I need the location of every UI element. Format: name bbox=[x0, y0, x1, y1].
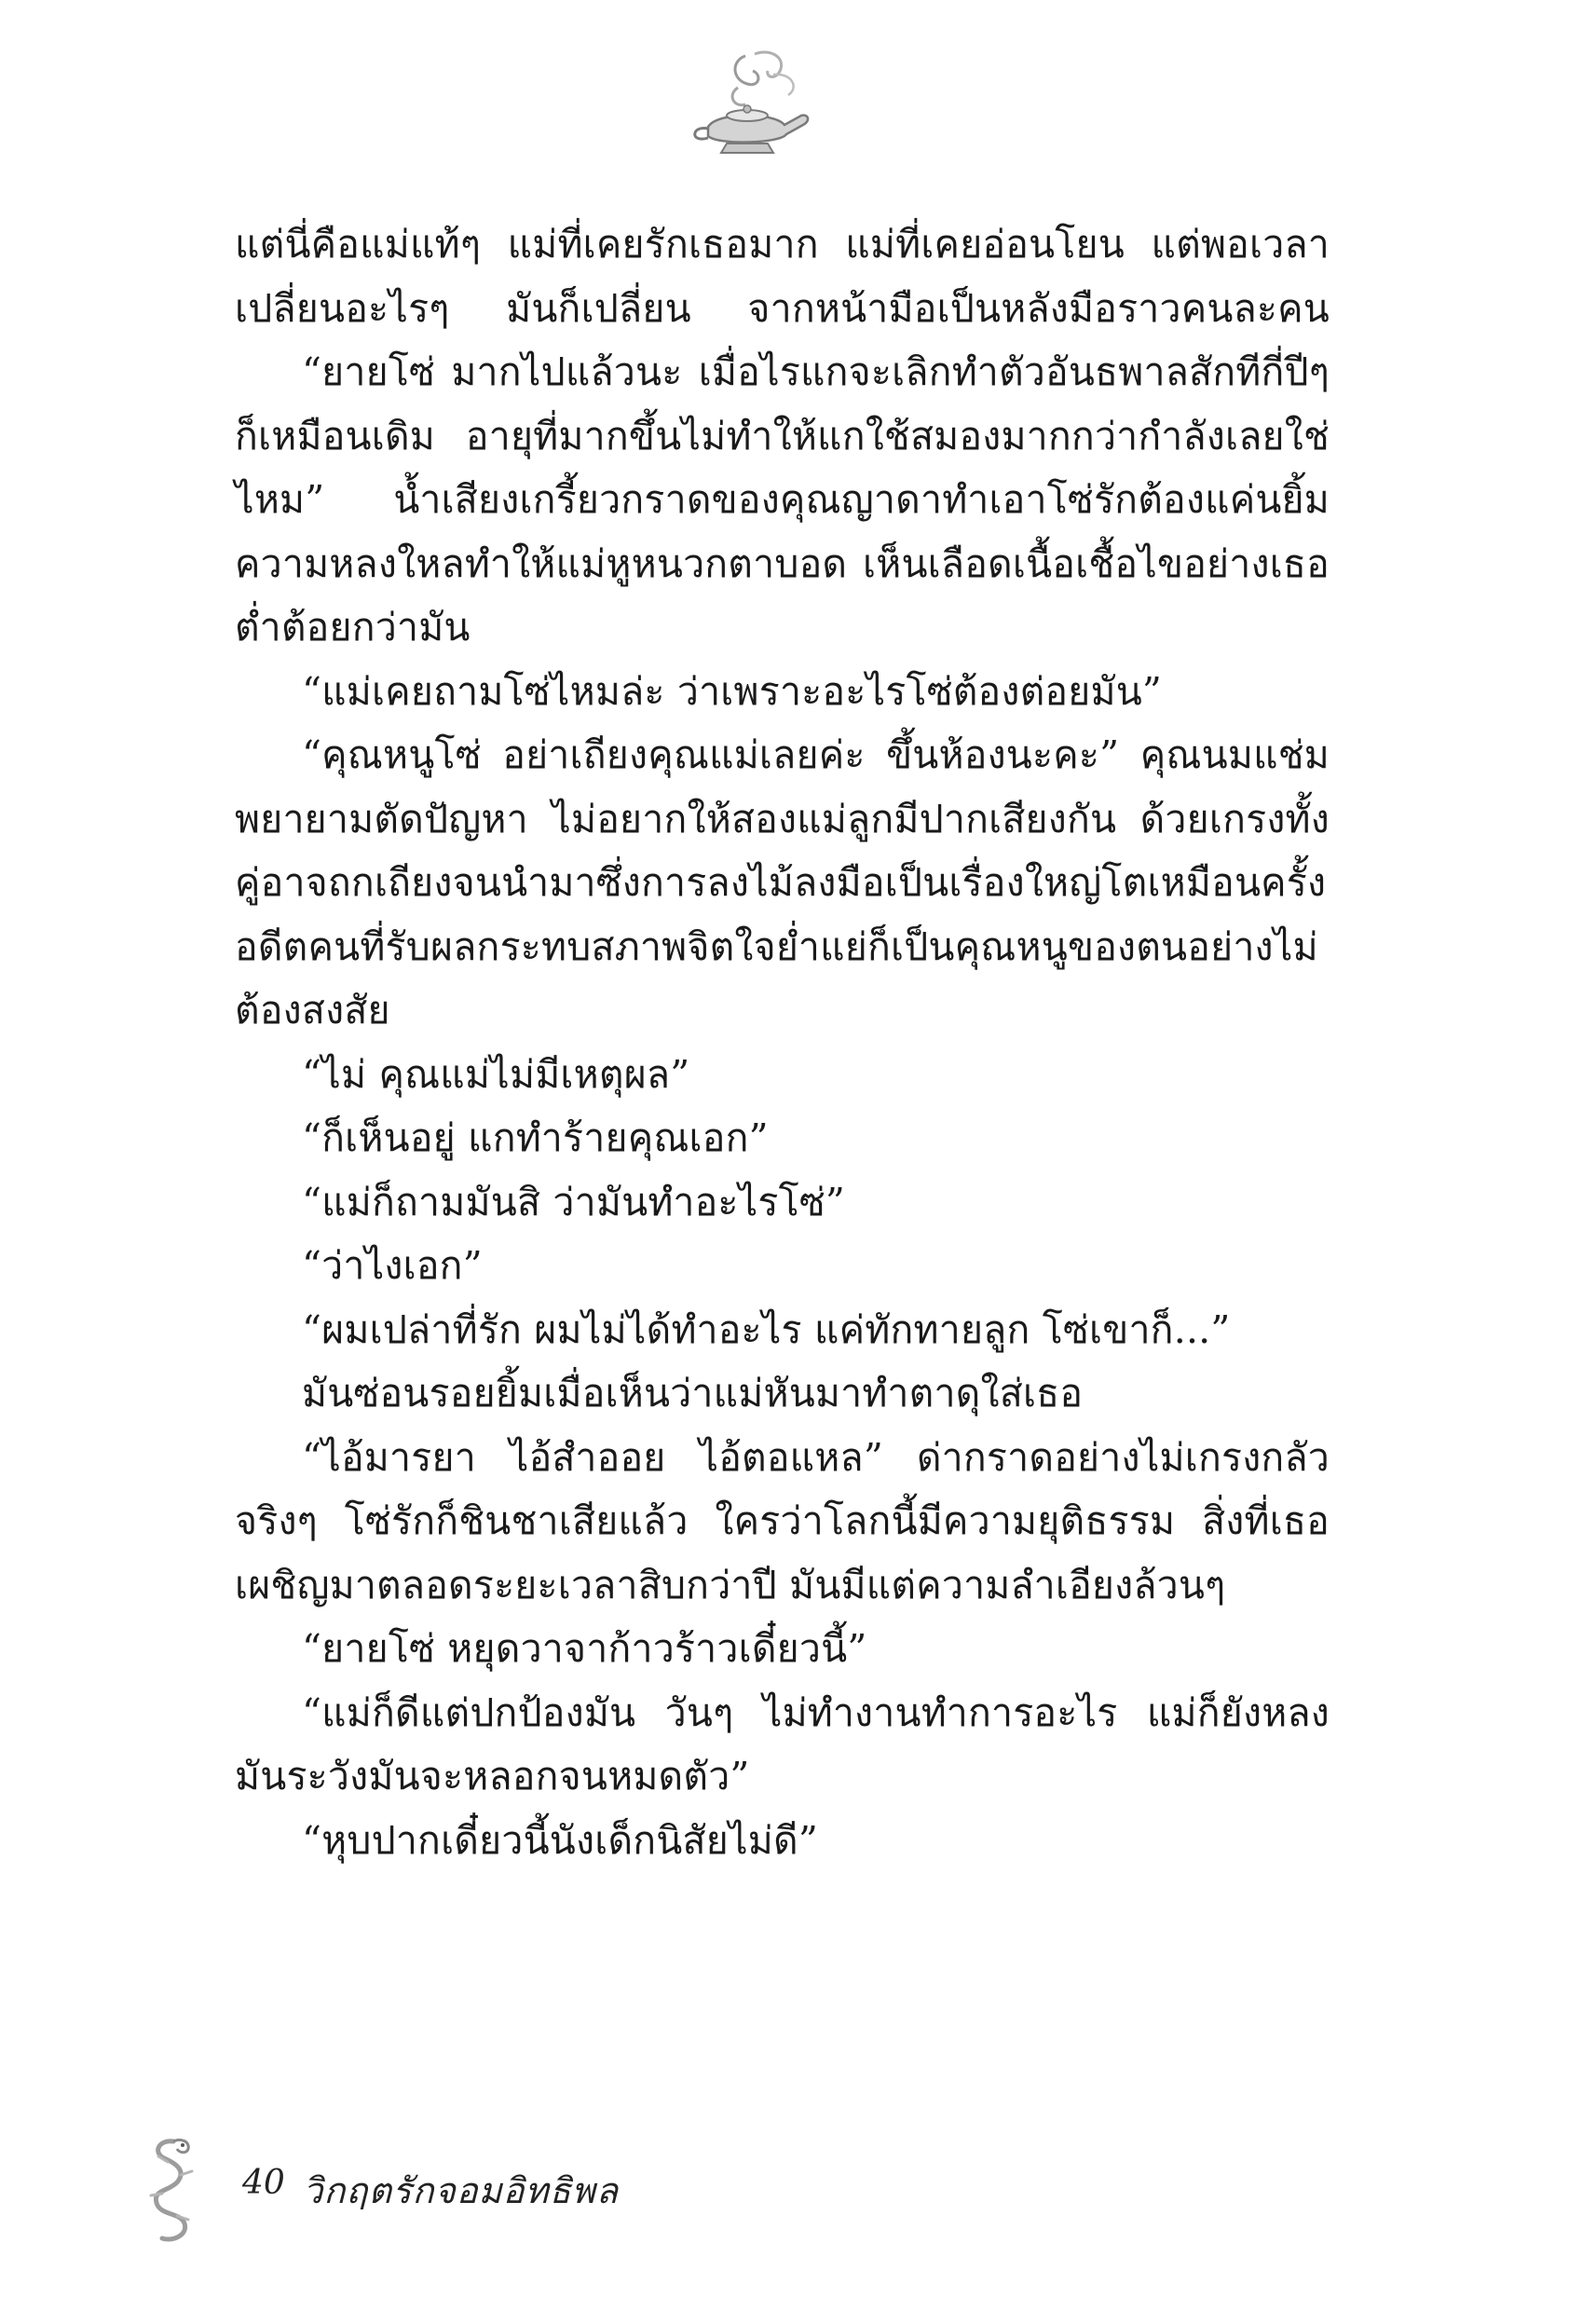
paragraph: “ก็เห็นอยู่ แกทำร้ายคุณเอก” bbox=[302, 1115, 769, 1160]
paragraph: “ว่าไงเอก” bbox=[302, 1243, 483, 1288]
paragraph: มันซ่อนรอยยิ้มเมื่อเห็นว่าแม่หันมาทำตาดุใส่เธอ bbox=[302, 1371, 1084, 1415]
book-title: วิกฤตรักจอมอิทธิพล bbox=[303, 2170, 619, 2211]
paragraph: “แม่ก็ดีแต่ปกป้องมัน วันๆ ไม่ทำงานทำการอะไร แม่ก็ยังหลงมันระวังมันจะหลอกจนหมดตัว” bbox=[235, 1689, 1330, 1798]
paragraph: “แม่เคยถามโซ่ไหมล่ะ ว่าเพราะอะไรโซ่ต้องต่อยมัน” bbox=[302, 668, 1163, 714]
page-footer bbox=[140, 2134, 792, 2246]
paragraph: “ยายโซ่ มากไปแล้วนะ เมื่อไรแกจะเลิกทำตัวอันธพาลสักทีกี่ปีๆ ก็เหมือนเดิม อายุที่มากขึ้นไม่ทำให้แกใช้สมองมากกว่ากำลังเลยใช่ไหม” น้ำเสียงเกรี้ยวกราดของคุณญาดาทำเอาโซ่รักต้องแค่นยิ้มความหลงใหลทำให้แม่หูหนวกตาบอด เห็นเลือดเนื้อเชื้อไขอย่างเธอต่ำต้อยกว่ามัน bbox=[235, 349, 1330, 650]
paragraph: “ผมเปล่าที่รัก ผมไม่ได้ทำอะไร แค่ทักทายลูก โซ่เขาก็...” bbox=[302, 1306, 1231, 1352]
paragraph: “คุณหนูโซ่ อย่าเถียงคุณแม่เลยค่ะ ขึ้นห้องนะคะ” คุณนมแช่มพยายามตัดปัญหา ไม่อยากให้สองแม่ลูกมีปากเสียงกัน ด้วยเกรงทั้งคู่อาจถกเถียงจนนำมาซึ่งการลงไม้ลงมือเป็นเรื่องใหญ่โตเหมือนครั้งอดีตคนที่รับผลกระทบสภาพจิตใจย่ำแย่ก็เป็นคุณหนูของตนอย่างไม่ต้องสงสัย bbox=[235, 732, 1330, 1032]
body-text bbox=[235, 212, 1330, 1872]
paragraph: “ไอ้มารยา ไอ้สำออย ไอ้ตอแหล” ด่ากราดอย่างไม่เกรงกลัวจริงๆ โซ่รักก็ชินชาเสียแล้ว ใครว่าโลกนี้มีความยุติธรรม สิ่งที่เธอเผชิญมาตลอดระยะเวลาสิบกว่าปี มันมีแต่ความลำเอียงล้วนๆ bbox=[235, 1434, 1330, 1607]
paragraph: “ไม่ คุณแม่ไม่มีเหตุผล” bbox=[302, 1051, 690, 1097]
paragraph: แต่นี่คือแม่แท้ๆ แม่ที่เคยรักเธอมาก แม่ที่เคยอ่อนโยน แต่พอเวลาเปลี่ยนอะไรๆ มันก็เปลี่ยน จากหน้ามือเป็นหลังมือราวคนละคน bbox=[235, 222, 1330, 331]
dragon-icon bbox=[140, 2134, 205, 2246]
paragraph: “ยายโซ่ หยุดวาจาก้าวร้าวเดี๋ยวนี้” bbox=[302, 1626, 867, 1671]
paragraph: “แม่ก็ถามมันสิ ว่ามันทำอะไรโซ่” bbox=[302, 1179, 846, 1224]
page-number: 40 bbox=[242, 2164, 285, 2202]
genie-lamp-icon bbox=[680, 47, 820, 168]
paragraph: “หุบปากเดี๋ยวนี้นังเด็กนิสัยไม่ดี” bbox=[302, 1817, 819, 1863]
